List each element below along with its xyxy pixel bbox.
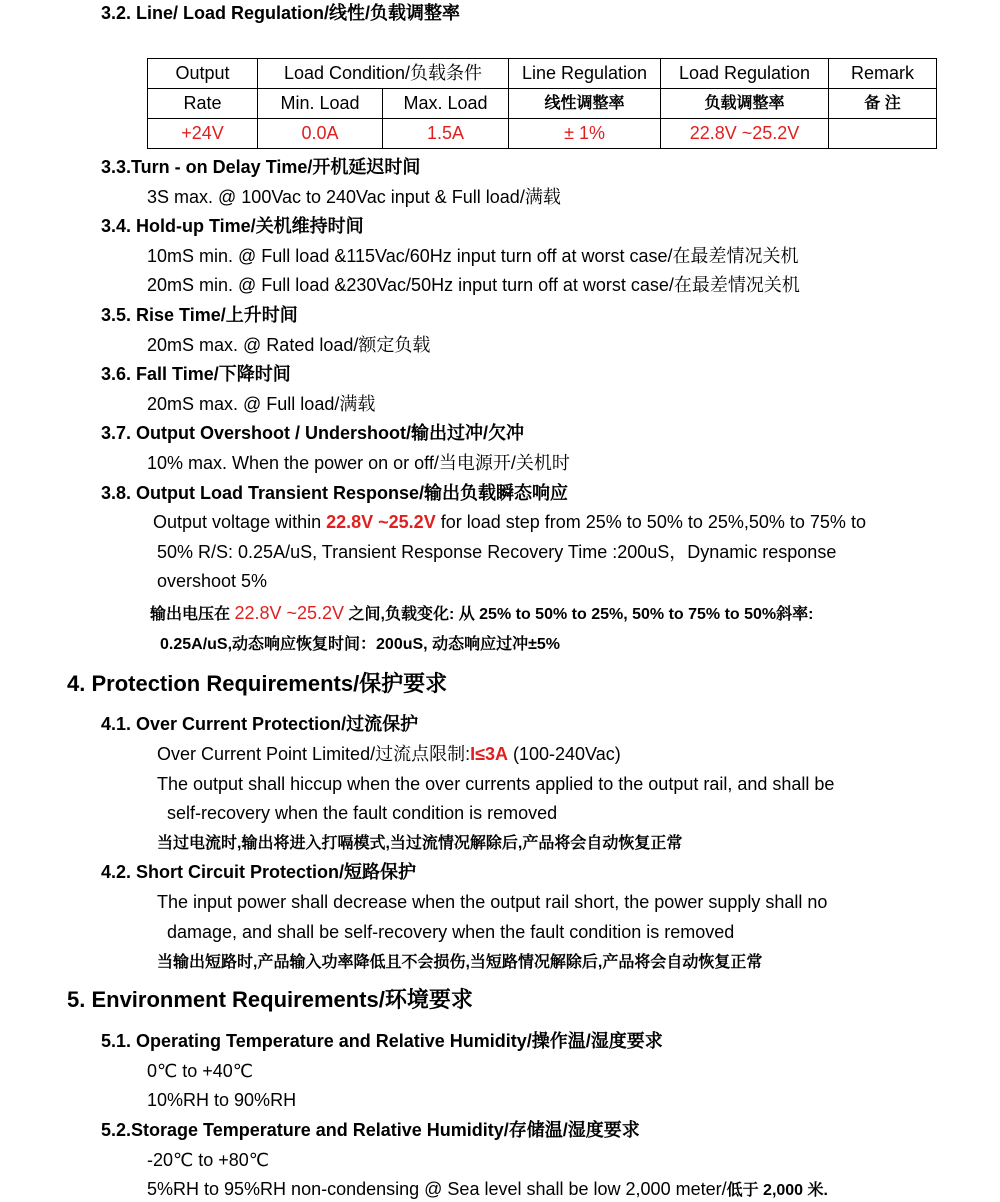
section-4-1-text-3: self-recovery when the fault condition is removed (167, 803, 558, 823)
section-3-8-text-1c: for load step from 25% to 50% to 25%,50% to 75% to (435, 512, 866, 532)
section-3-6-heading: 3.6. Fall Time/下降时间 (101, 364, 291, 384)
table-cell-min-load: 0.0A (258, 119, 383, 149)
section-3-8-text-2: 50% R/S: 0.25A/uS, Transient Response Recovery Time :200uS，Dynamic response (157, 542, 837, 562)
section-5-1-heading: 5.1. Operating Temperature and Relative Humidity/操作温/湿度要求 (101, 1031, 663, 1051)
section-3-8-cn-2: 0.25A/uS,动态响应恢复时间：200uS, 动态响应过冲±5% (160, 636, 560, 653)
section-4-2-text-2: damage, and shall be self-recovery when the fault condition is removed (167, 922, 735, 942)
section-3-8-cn-1c: 之间,负载变化: 从 25% to 50% to 25%, 50% to 75% to 50%斜率: (344, 606, 814, 623)
section-5-2-text-1: -20℃ to +80℃ (147, 1150, 269, 1170)
table-header-line-regulation-cn: 线性调整率 (509, 89, 661, 119)
section-3-3-text: 3S max. @ 100Vac to 240Vac input & Full load/满载 (147, 187, 561, 207)
table-cell-max-load: 1.5A (383, 119, 509, 149)
section-3-4-text-1: 10mS min. @ Full load &115Vac/60Hz input turn off at worst case/在最差情况关机 (147, 246, 799, 266)
section-4-1-text-1 (157, 743, 621, 765)
table-header-remark: Remark (829, 59, 937, 89)
table-header-rate: Rate (148, 89, 258, 119)
section-3-5-heading: 3.5. Rise Time/上升时间 (101, 305, 298, 325)
section-3-8-cn-1 (150, 602, 814, 626)
table-cell-remark (829, 119, 937, 149)
table-header-line-regulation: Line Regulation (509, 59, 661, 89)
section-3-8-text-1 (153, 511, 866, 533)
section-5-1-text-1: 0℃ to +40℃ (147, 1061, 253, 1081)
table-row (148, 119, 937, 149)
section-5-1-text-2: 10%RH to 90%RH (147, 1090, 297, 1110)
table-cell-rate: +24V (148, 119, 258, 149)
section-5-heading: 5. Environment Requirements/环境要求 (67, 987, 473, 1012)
table-header-output: Output (148, 59, 258, 89)
table-header-load-regulation: Load Regulation (661, 59, 829, 89)
section-3-8-cn-1a: 输出电压在 (150, 606, 235, 623)
section-4-1-text-1c: (100-240Vac) (507, 744, 621, 764)
section-3-4-text-2: 20mS min. @ Full load &230Vac/50Hz input turn off at worst case/在最差情况关机 (147, 275, 800, 295)
table-header-remark-cn: 备 注 (829, 89, 937, 119)
section-3-3-heading: 3.3.Turn - on Delay Time/开机延迟时间 (101, 157, 421, 177)
section-3-7-text: 10% max. When the power on or off/当电源开/关机时 (147, 453, 570, 473)
section-4-1-cn: 当过电流时,输出将进入打嗝模式,当过流情况解除后,产品将会自动恢复正常 (157, 835, 683, 852)
regulation-table (147, 58, 937, 149)
table-header-min-load: Min. Load (258, 89, 383, 119)
current-limit-highlight: I≤3A (470, 744, 508, 764)
table-header-max-load: Max. Load (383, 89, 509, 119)
section-4-2-cn: 当输出短路时,产品输入功率降低且不会损伤,当短路情况解除后,产品将会自动恢复正常 (157, 954, 763, 971)
section-3-2-heading: 3.2. Line/ Load Regulation/线性/负载调整率 (101, 3, 461, 23)
section-3-7-heading: 3.7. Output Overshoot / Undershoot/输出过冲/欠冲 (101, 423, 525, 443)
voltage-range-highlight: 22.8V ~25.2V (326, 512, 436, 532)
table-header-load-condition: Load Condition/负载条件 (258, 59, 509, 89)
section-4-heading: 4. Protection Requirements/保护要求 (67, 671, 448, 696)
section-3-5-text: 20mS max. @ Rated load/额定负载 (147, 335, 431, 355)
section-5-2-text-2 (147, 1178, 828, 1202)
section-4-2-text-1: The input power shall decrease when the output rail short, the power supply shall no (157, 892, 828, 912)
table-cell-line-regulation: ± 1% (509, 119, 661, 149)
section-4-1-text-2: The output shall hiccup when the over currents applied to the output rail, and shall be (157, 774, 835, 794)
section-4-2-heading: 4.2. Short Circuit Protection/短路保护 (101, 862, 417, 882)
section-3-8-heading: 3.8. Output Load Transient Response/输出负载瞬态响应 (101, 483, 569, 503)
section-3-8-text-1a: Output voltage within (153, 512, 327, 532)
section-3-4-heading: 3.4. Hold-up Time/关机维持时间 (101, 216, 364, 236)
section-3-8-text-3: overshoot 5% (157, 571, 268, 591)
section-5-2-text-2b: 低于 2,000 米. (726, 1182, 828, 1199)
table-row (148, 89, 937, 119)
section-5-2-heading: 5.2.Storage Temperature and Relative Humidity/存储温/湿度要求 (101, 1120, 640, 1140)
section-5-2-text-2a: 5%RH to 95%RH non-condensing @ Sea level shall be low 2,000 meter/ (147, 1179, 727, 1199)
table-row (148, 59, 937, 89)
section-4-1-heading: 4.1. Over Current Protection/过流保护 (101, 714, 419, 734)
table-header-load-regulation-cn: 负载调整率 (661, 89, 829, 119)
section-3-6-text: 20mS max. @ Full load/满载 (147, 394, 376, 414)
section-4-1-text-1a: Over Current Point Limited/过流点限制: (157, 744, 471, 764)
voltage-range-cn-highlight: 22.8V ~25.2V (234, 603, 345, 623)
table-cell-load-regulation: 22.8V ~25.2V (661, 119, 829, 149)
